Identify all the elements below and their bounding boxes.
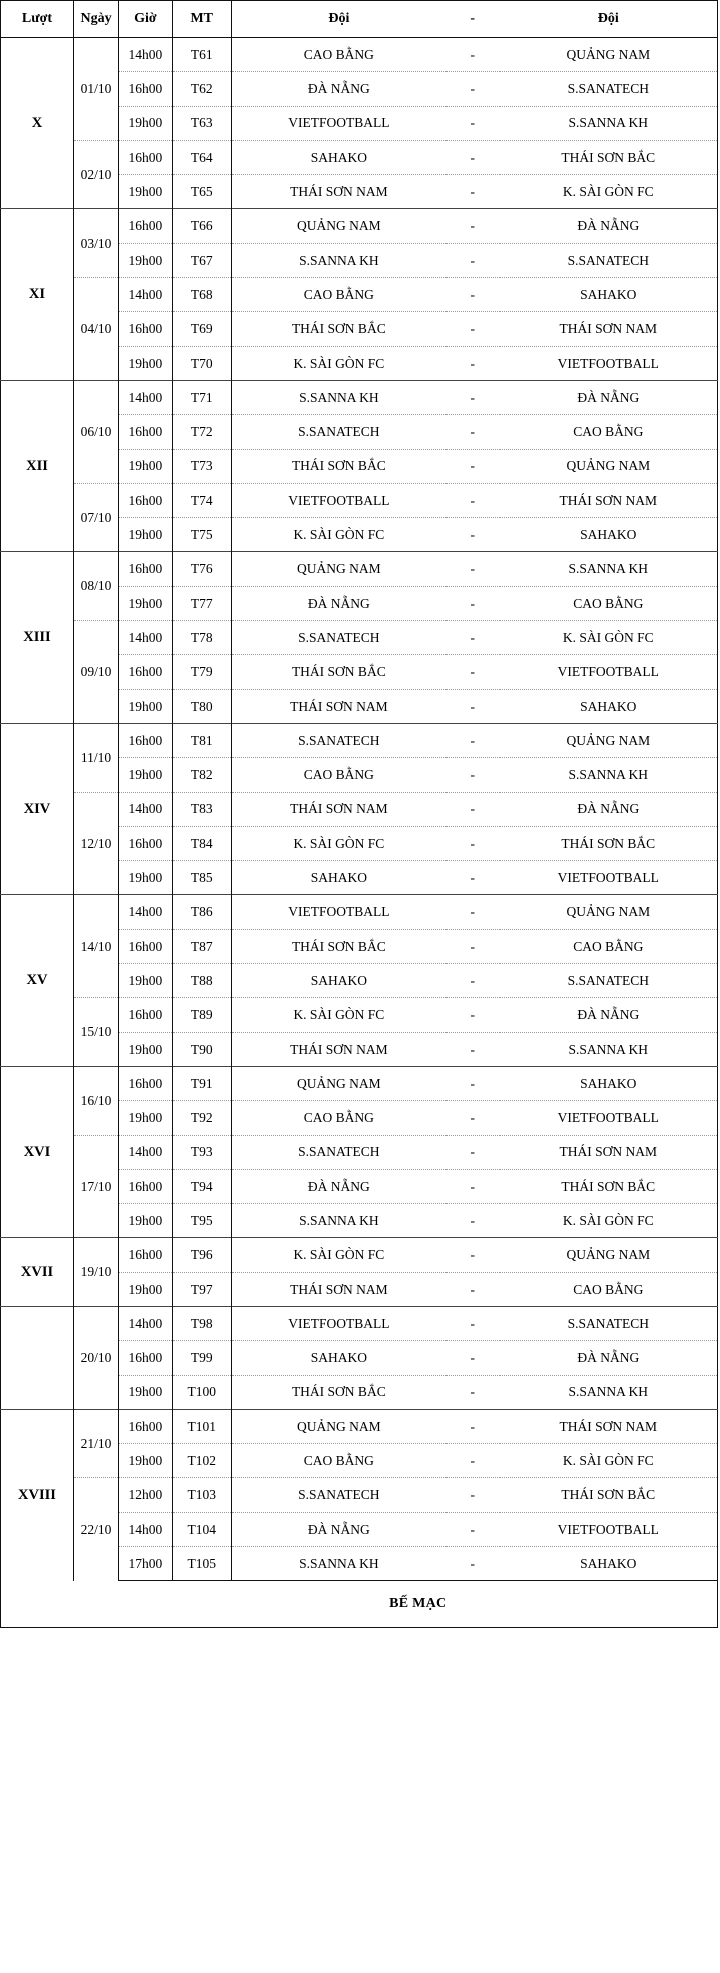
match-date: 01/10 bbox=[73, 38, 118, 141]
match-separator: - bbox=[446, 518, 500, 552]
match-time: 16h00 bbox=[119, 826, 173, 860]
away-team: VIETFOOTBALL bbox=[500, 346, 718, 380]
away-team: K. SÀI GÒN FC bbox=[500, 621, 718, 655]
home-team: VIETFOOTBALL bbox=[231, 483, 446, 517]
round-label: X bbox=[1, 38, 74, 209]
match-code: T102 bbox=[172, 1444, 231, 1478]
match-time: 14h00 bbox=[119, 1135, 173, 1169]
header-gio: Giờ bbox=[119, 1, 173, 38]
home-team: THÁI SƠN BẮC bbox=[231, 312, 446, 346]
home-team: CAO BẰNG bbox=[231, 278, 446, 312]
match-separator: - bbox=[446, 243, 500, 277]
match-time: 16h00 bbox=[119, 1169, 173, 1203]
home-team: THÁI SƠN NAM bbox=[231, 689, 446, 723]
match-separator: - bbox=[446, 209, 500, 243]
match-code: T73 bbox=[172, 449, 231, 483]
match-date: 09/10 bbox=[73, 621, 118, 724]
away-team: THÁI SƠN BẮC bbox=[500, 826, 718, 860]
match-separator: - bbox=[446, 964, 500, 998]
match-time: 16h00 bbox=[119, 483, 173, 517]
away-team: THÁI SƠN BẮC bbox=[500, 1478, 718, 1512]
match-date: 11/10 bbox=[73, 723, 118, 792]
match-date: 20/10 bbox=[73, 1306, 118, 1409]
match-separator: - bbox=[446, 1306, 500, 1340]
match-separator: - bbox=[446, 1512, 500, 1546]
home-team: THÁI SƠN BẮC bbox=[231, 655, 446, 689]
table-row bbox=[1, 1478, 718, 1512]
table-header bbox=[1, 1, 718, 38]
match-time: 19h00 bbox=[119, 243, 173, 277]
match-time: 19h00 bbox=[119, 1204, 173, 1238]
match-separator: - bbox=[446, 38, 500, 72]
match-code: T77 bbox=[172, 586, 231, 620]
match-date: 03/10 bbox=[73, 209, 118, 278]
match-separator: - bbox=[446, 1547, 500, 1581]
table-row bbox=[1, 621, 718, 655]
match-time: 19h00 bbox=[119, 1272, 173, 1306]
home-team: S.SANATECH bbox=[231, 621, 446, 655]
match-code: T88 bbox=[172, 964, 231, 998]
round-label: XVIII bbox=[1, 1409, 74, 1580]
table-row bbox=[1, 38, 718, 72]
home-team: THÁI SƠN NAM bbox=[231, 175, 446, 209]
away-team: VIETFOOTBALL bbox=[500, 1512, 718, 1546]
home-team: ĐÀ NẴNG bbox=[231, 1512, 446, 1546]
match-time: 19h00 bbox=[119, 518, 173, 552]
match-time: 16h00 bbox=[119, 209, 173, 243]
match-separator: - bbox=[446, 72, 500, 106]
match-code: T76 bbox=[172, 552, 231, 586]
away-team: QUẢNG NAM bbox=[500, 38, 718, 72]
round-label: XIV bbox=[1, 723, 74, 894]
table-row bbox=[1, 1306, 718, 1340]
table-row bbox=[1, 209, 718, 243]
match-separator: - bbox=[446, 1272, 500, 1306]
match-code: T96 bbox=[172, 1238, 231, 1272]
home-team: CAO BẰNG bbox=[231, 758, 446, 792]
match-code: T66 bbox=[172, 209, 231, 243]
home-team: K. SÀI GÒN FC bbox=[231, 346, 446, 380]
match-code: T83 bbox=[172, 792, 231, 826]
match-separator: - bbox=[446, 1032, 500, 1066]
match-date: 07/10 bbox=[73, 483, 118, 552]
match-date: 08/10 bbox=[73, 552, 118, 621]
match-code: T65 bbox=[172, 175, 231, 209]
header-ngay: Ngày bbox=[73, 1, 118, 38]
match-code: T67 bbox=[172, 243, 231, 277]
away-team: VIETFOOTBALL bbox=[500, 655, 718, 689]
away-team: K. SÀI GÒN FC bbox=[500, 1204, 718, 1238]
round-label: XI bbox=[1, 209, 74, 380]
away-team: S.SANATECH bbox=[500, 72, 718, 106]
away-team: SAHAKO bbox=[500, 278, 718, 312]
match-code: T99 bbox=[172, 1341, 231, 1375]
round-label: XV bbox=[1, 895, 74, 1066]
match-code: T95 bbox=[172, 1204, 231, 1238]
match-separator: - bbox=[446, 278, 500, 312]
match-time: 14h00 bbox=[119, 278, 173, 312]
match-code: T85 bbox=[172, 861, 231, 895]
away-team: S.SANATECH bbox=[500, 243, 718, 277]
match-separator: - bbox=[446, 1478, 500, 1512]
match-separator: - bbox=[446, 346, 500, 380]
match-separator: - bbox=[446, 380, 500, 414]
match-separator: - bbox=[446, 655, 500, 689]
match-time: 19h00 bbox=[119, 1032, 173, 1066]
table-row bbox=[1, 140, 718, 174]
table-row bbox=[1, 792, 718, 826]
match-separator: - bbox=[446, 1409, 500, 1443]
match-code: T80 bbox=[172, 689, 231, 723]
match-date: 16/10 bbox=[73, 1066, 118, 1135]
match-separator: - bbox=[446, 689, 500, 723]
match-time: 17h00 bbox=[119, 1547, 173, 1581]
match-date: 14/10 bbox=[73, 895, 118, 998]
match-time: 16h00 bbox=[119, 723, 173, 757]
match-code: T74 bbox=[172, 483, 231, 517]
match-code: T89 bbox=[172, 998, 231, 1032]
closing-label: BẾ MẠC bbox=[119, 1581, 718, 1628]
home-team: SAHAKO bbox=[231, 861, 446, 895]
match-time: 14h00 bbox=[119, 792, 173, 826]
header-luot: Lượt bbox=[1, 1, 74, 38]
away-team: CAO BẰNG bbox=[500, 1272, 718, 1306]
away-team: CAO BẰNG bbox=[500, 586, 718, 620]
home-team: THÁI SƠN BẮC bbox=[231, 929, 446, 963]
match-code: T97 bbox=[172, 1272, 231, 1306]
match-date: 06/10 bbox=[73, 380, 118, 483]
match-code: T62 bbox=[172, 72, 231, 106]
match-code: T68 bbox=[172, 278, 231, 312]
away-team: SAHAKO bbox=[500, 518, 718, 552]
match-code: T72 bbox=[172, 415, 231, 449]
home-team: THÁI SƠN NAM bbox=[231, 1272, 446, 1306]
match-time: 19h00 bbox=[119, 689, 173, 723]
away-team: ĐÀ NẴNG bbox=[500, 209, 718, 243]
match-code: T79 bbox=[172, 655, 231, 689]
home-team: S.SANATECH bbox=[231, 415, 446, 449]
away-team: THÁI SƠN NAM bbox=[500, 1409, 718, 1443]
match-time: 19h00 bbox=[119, 1444, 173, 1478]
match-code: T61 bbox=[172, 38, 231, 72]
home-team: THÁI SƠN NAM bbox=[231, 792, 446, 826]
match-time: 16h00 bbox=[119, 140, 173, 174]
match-time: 16h00 bbox=[119, 552, 173, 586]
away-team: S.SANATECH bbox=[500, 1306, 718, 1340]
away-team: ĐÀ NẴNG bbox=[500, 1341, 718, 1375]
home-team: THÁI SƠN BẮC bbox=[231, 449, 446, 483]
home-team: S.SANATECH bbox=[231, 1478, 446, 1512]
away-team: S.SANATECH bbox=[500, 964, 718, 998]
home-team: SAHAKO bbox=[231, 964, 446, 998]
match-code: T98 bbox=[172, 1306, 231, 1340]
away-team: CAO BẰNG bbox=[500, 929, 718, 963]
away-team: QUẢNG NAM bbox=[500, 895, 718, 929]
match-separator: - bbox=[446, 792, 500, 826]
match-date: 22/10 bbox=[73, 1478, 118, 1581]
round-label bbox=[1, 1306, 74, 1409]
match-time: 19h00 bbox=[119, 861, 173, 895]
match-code: T100 bbox=[172, 1375, 231, 1409]
away-team: ĐÀ NẴNG bbox=[500, 998, 718, 1032]
match-code: T105 bbox=[172, 1547, 231, 1581]
match-code: T70 bbox=[172, 346, 231, 380]
home-team: ĐÀ NẴNG bbox=[231, 586, 446, 620]
match-time: 19h00 bbox=[119, 758, 173, 792]
table-row bbox=[1, 380, 718, 414]
match-code: T101 bbox=[172, 1409, 231, 1443]
away-team: S.SANNA KH bbox=[500, 758, 718, 792]
away-team: VIETFOOTBALL bbox=[500, 1101, 718, 1135]
away-team: K. SÀI GÒN FC bbox=[500, 1444, 718, 1478]
away-team: S.SANNA KH bbox=[500, 1375, 718, 1409]
away-team: S.SANNA KH bbox=[500, 1032, 718, 1066]
match-time: 16h00 bbox=[119, 655, 173, 689]
match-separator: - bbox=[446, 1169, 500, 1203]
closing-round-blank bbox=[1, 1581, 74, 1628]
match-code: T78 bbox=[172, 621, 231, 655]
match-time: 14h00 bbox=[119, 621, 173, 655]
match-time: 19h00 bbox=[119, 106, 173, 140]
match-separator: - bbox=[446, 312, 500, 346]
away-team: ĐÀ NẴNG bbox=[500, 380, 718, 414]
header-home-team: Đội bbox=[231, 1, 446, 38]
match-date: 21/10 bbox=[73, 1409, 118, 1478]
home-team: S.SANATECH bbox=[231, 1135, 446, 1169]
match-code: T75 bbox=[172, 518, 231, 552]
home-team: CAO BẰNG bbox=[231, 1101, 446, 1135]
match-time: 16h00 bbox=[119, 1238, 173, 1272]
match-code: T94 bbox=[172, 1169, 231, 1203]
home-team: K. SÀI GÒN FC bbox=[231, 1238, 446, 1272]
match-time: 16h00 bbox=[119, 1341, 173, 1375]
match-date: 02/10 bbox=[73, 140, 118, 209]
away-team: S.SANNA KH bbox=[500, 106, 718, 140]
match-code: T63 bbox=[172, 106, 231, 140]
round-label: XIII bbox=[1, 552, 74, 723]
match-separator: - bbox=[446, 723, 500, 757]
match-separator: - bbox=[446, 140, 500, 174]
match-separator: - bbox=[446, 415, 500, 449]
home-team: ĐÀ NẴNG bbox=[231, 72, 446, 106]
match-separator: - bbox=[446, 998, 500, 1032]
match-time: 14h00 bbox=[119, 895, 173, 929]
table-row bbox=[1, 278, 718, 312]
match-time: 12h00 bbox=[119, 1478, 173, 1512]
match-time: 16h00 bbox=[119, 1066, 173, 1100]
away-team: THÁI SƠN NAM bbox=[500, 483, 718, 517]
match-code: T82 bbox=[172, 758, 231, 792]
away-team: ĐÀ NẴNG bbox=[500, 792, 718, 826]
home-team: SAHAKO bbox=[231, 1341, 446, 1375]
home-team: VIETFOOTBALL bbox=[231, 1306, 446, 1340]
away-team: SAHAKO bbox=[500, 1066, 718, 1100]
table-row bbox=[1, 723, 718, 757]
round-label: XVII bbox=[1, 1238, 74, 1307]
table-row bbox=[1, 1066, 718, 1100]
away-team: CAO BẰNG bbox=[500, 415, 718, 449]
away-team: QUẢNG NAM bbox=[500, 1238, 718, 1272]
match-time: 14h00 bbox=[119, 1306, 173, 1340]
match-separator: - bbox=[446, 1135, 500, 1169]
away-team: THÁI SƠN NAM bbox=[500, 312, 718, 346]
home-team: QUẢNG NAM bbox=[231, 552, 446, 586]
home-team: VIETFOOTBALL bbox=[231, 895, 446, 929]
match-code: T90 bbox=[172, 1032, 231, 1066]
match-separator: - bbox=[446, 1204, 500, 1238]
match-code: T103 bbox=[172, 1478, 231, 1512]
match-time: 19h00 bbox=[119, 586, 173, 620]
closing-row bbox=[1, 1581, 718, 1628]
match-separator: - bbox=[446, 1066, 500, 1100]
away-team: QUẢNG NAM bbox=[500, 449, 718, 483]
match-time: 14h00 bbox=[119, 380, 173, 414]
match-code: T71 bbox=[172, 380, 231, 414]
match-date: 04/10 bbox=[73, 278, 118, 381]
away-team: THÁI SƠN BẮC bbox=[500, 140, 718, 174]
header-separator: - bbox=[446, 1, 500, 38]
match-date: 17/10 bbox=[73, 1135, 118, 1238]
away-team: S.SANNA KH bbox=[500, 552, 718, 586]
table-row bbox=[1, 483, 718, 517]
home-team: S.SANNA KH bbox=[231, 1204, 446, 1238]
table-row bbox=[1, 1135, 718, 1169]
match-separator: - bbox=[446, 621, 500, 655]
match-time: 19h00 bbox=[119, 1375, 173, 1409]
away-team: SAHAKO bbox=[500, 689, 718, 723]
match-separator: - bbox=[446, 895, 500, 929]
table-row bbox=[1, 895, 718, 929]
closing-date-blank bbox=[73, 1581, 118, 1628]
match-code: T91 bbox=[172, 1066, 231, 1100]
header-mt: MT bbox=[172, 1, 231, 38]
home-team: ĐÀ NẴNG bbox=[231, 1169, 446, 1203]
away-team: THÁI SƠN BẮC bbox=[500, 1169, 718, 1203]
round-label: XII bbox=[1, 380, 74, 551]
header-away-team: Đội bbox=[500, 1, 718, 38]
match-separator: - bbox=[446, 1444, 500, 1478]
match-separator: - bbox=[446, 449, 500, 483]
home-team: S.SANNA KH bbox=[231, 380, 446, 414]
away-team: SAHAKO bbox=[500, 1547, 718, 1581]
home-team: THÁI SƠN BẮC bbox=[231, 1375, 446, 1409]
table-row bbox=[1, 998, 718, 1032]
match-time: 19h00 bbox=[119, 449, 173, 483]
table-body bbox=[1, 38, 718, 1628]
home-team: CAO BẰNG bbox=[231, 38, 446, 72]
home-team: QUẢNG NAM bbox=[231, 1409, 446, 1443]
match-code: T87 bbox=[172, 929, 231, 963]
home-team: CAO BẰNG bbox=[231, 1444, 446, 1478]
away-team: THÁI SƠN NAM bbox=[500, 1135, 718, 1169]
match-separator: - bbox=[446, 1375, 500, 1409]
home-team: QUẢNG NAM bbox=[231, 1066, 446, 1100]
home-team: QUẢNG NAM bbox=[231, 209, 446, 243]
match-separator: - bbox=[446, 1238, 500, 1272]
away-team: VIETFOOTBALL bbox=[500, 861, 718, 895]
away-team: QUẢNG NAM bbox=[500, 723, 718, 757]
home-team: SAHAKO bbox=[231, 140, 446, 174]
match-code: T93 bbox=[172, 1135, 231, 1169]
match-separator: - bbox=[446, 1341, 500, 1375]
home-team: S.SANNA KH bbox=[231, 243, 446, 277]
match-code: T64 bbox=[172, 140, 231, 174]
match-separator: - bbox=[446, 758, 500, 792]
match-separator: - bbox=[446, 483, 500, 517]
match-time: 16h00 bbox=[119, 415, 173, 449]
match-separator: - bbox=[446, 106, 500, 140]
match-separator: - bbox=[446, 861, 500, 895]
match-separator: - bbox=[446, 586, 500, 620]
match-time: 16h00 bbox=[119, 72, 173, 106]
match-code: T86 bbox=[172, 895, 231, 929]
match-date: 19/10 bbox=[73, 1238, 118, 1307]
table-row bbox=[1, 1409, 718, 1443]
table-row bbox=[1, 1238, 718, 1272]
match-code: T81 bbox=[172, 723, 231, 757]
home-team: THÁI SƠN NAM bbox=[231, 1032, 446, 1066]
match-code: T84 bbox=[172, 826, 231, 860]
match-separator: - bbox=[446, 1101, 500, 1135]
away-team: K. SÀI GÒN FC bbox=[500, 175, 718, 209]
match-time: 19h00 bbox=[119, 964, 173, 998]
match-time: 19h00 bbox=[119, 1101, 173, 1135]
match-time: 16h00 bbox=[119, 929, 173, 963]
home-team: VIETFOOTBALL bbox=[231, 106, 446, 140]
match-time: 19h00 bbox=[119, 175, 173, 209]
match-date: 12/10 bbox=[73, 792, 118, 895]
match-time: 14h00 bbox=[119, 38, 173, 72]
match-time: 16h00 bbox=[119, 998, 173, 1032]
header-row bbox=[1, 1, 718, 38]
home-team: S.SANNA KH bbox=[231, 1547, 446, 1581]
match-time: 16h00 bbox=[119, 1409, 173, 1443]
table-row bbox=[1, 552, 718, 586]
match-code: T92 bbox=[172, 1101, 231, 1135]
home-team: K. SÀI GÒN FC bbox=[231, 826, 446, 860]
match-separator: - bbox=[446, 552, 500, 586]
match-separator: - bbox=[446, 826, 500, 860]
round-label: XVI bbox=[1, 1066, 74, 1237]
match-separator: - bbox=[446, 929, 500, 963]
home-team: K. SÀI GÒN FC bbox=[231, 518, 446, 552]
match-time: 14h00 bbox=[119, 1512, 173, 1546]
match-code: T69 bbox=[172, 312, 231, 346]
match-date: 15/10 bbox=[73, 998, 118, 1067]
match-time: 19h00 bbox=[119, 346, 173, 380]
match-time: 16h00 bbox=[119, 312, 173, 346]
home-team: S.SANATECH bbox=[231, 723, 446, 757]
match-separator: - bbox=[446, 175, 500, 209]
home-team: K. SÀI GÒN FC bbox=[231, 998, 446, 1032]
match-code: T104 bbox=[172, 1512, 231, 1546]
